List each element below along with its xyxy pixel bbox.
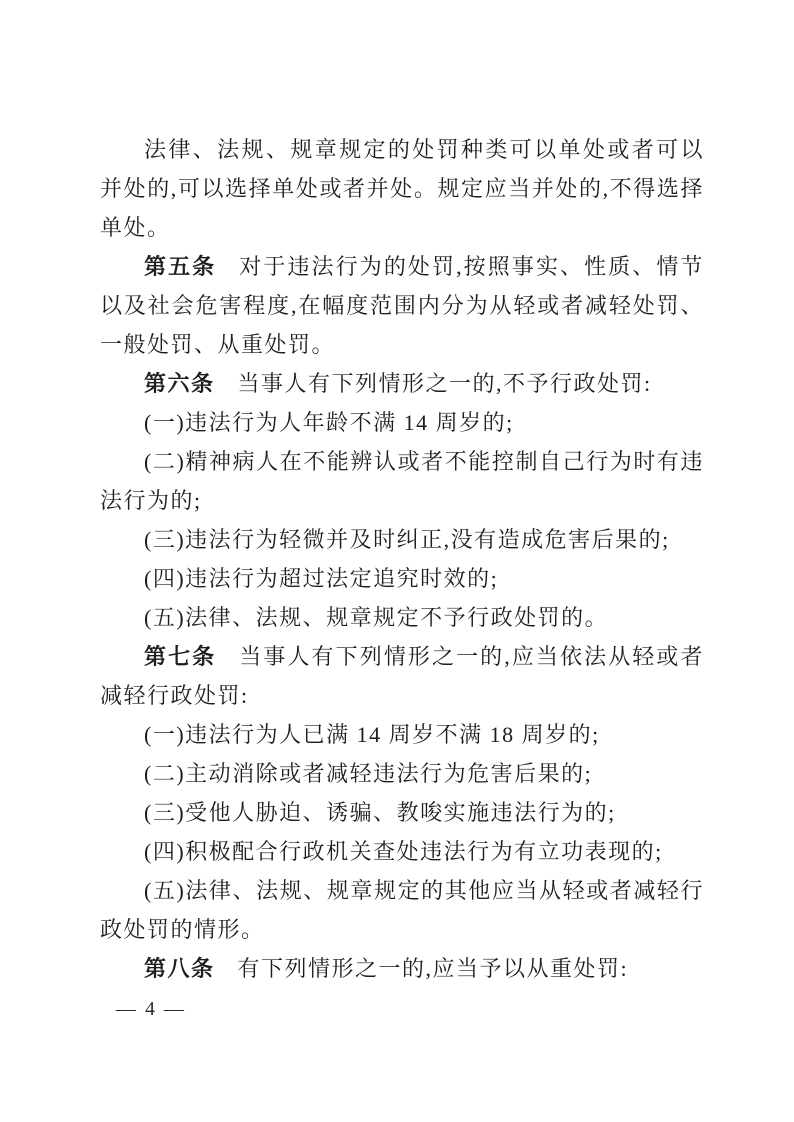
article-label: 第五条 xyxy=(144,254,217,279)
article-text: 有下列情形之一的,应当予以从重处罚: xyxy=(237,956,629,981)
list-item-paragraph: (一)违法行为人已满 14 周岁不满 18 周岁的; xyxy=(144,722,600,747)
list-item-paragraph: (四)积极配合行政机关查处违法行为有立功表现的; xyxy=(144,839,663,864)
article-text: 对于违法行为的处罚,按照事实、性质、情节以及社会危害程度,在幅度范围内分为从轻或者减轻处罚、一般处罚、从重处罚。 xyxy=(100,254,704,357)
list-item-paragraph: (三)受他人胁迫、诱骗、教唆实施违法行为的; xyxy=(144,800,616,825)
list-item-paragraph: (二)精神病人在不能辨认或者不能控制自己行为时有违法行为的; xyxy=(100,449,704,513)
list-item-paragraph: (三)违法行为轻微并及时纠正,没有造成危害后果的; xyxy=(144,527,670,552)
paragraph: 法律、法规、规章规定的处罚种类可以单处或者可以并处的,可以选择单处或者并处。规定应当并处的,不得选择单处。 xyxy=(100,137,704,240)
article-paragraph xyxy=(100,637,704,715)
article-label: 第六条 xyxy=(144,371,215,396)
article-paragraph xyxy=(100,364,704,403)
page-number: — 4 — xyxy=(116,998,186,1020)
list-item-paragraph: (四)违法行为超过法定追究时效的; xyxy=(144,566,499,591)
article-paragraph xyxy=(100,949,704,988)
article-text: 当事人有下列情形之一的,不予行政处罚: xyxy=(237,371,652,396)
article-label: 第八条 xyxy=(144,956,215,981)
list-item-paragraph: (二)主动消除或者减轻违法行为危害后果的; xyxy=(144,761,593,786)
article-text: 当事人有下列情形之一的,应当依法从轻或者减轻行政处罚: xyxy=(100,644,704,708)
article-label: 第七条 xyxy=(144,644,217,669)
document-body xyxy=(100,130,704,988)
article-paragraph xyxy=(100,247,704,364)
list-item-paragraph: (五)法律、法规、规章规定的其他应当从轻或者减轻行政处罚的情形。 xyxy=(100,878,704,942)
list-item-paragraph: (五)法律、法规、规章规定不予行政处罚的。 xyxy=(144,605,609,630)
list-item-paragraph: (一)违法行为人年龄不满 14 周岁的; xyxy=(144,410,514,435)
